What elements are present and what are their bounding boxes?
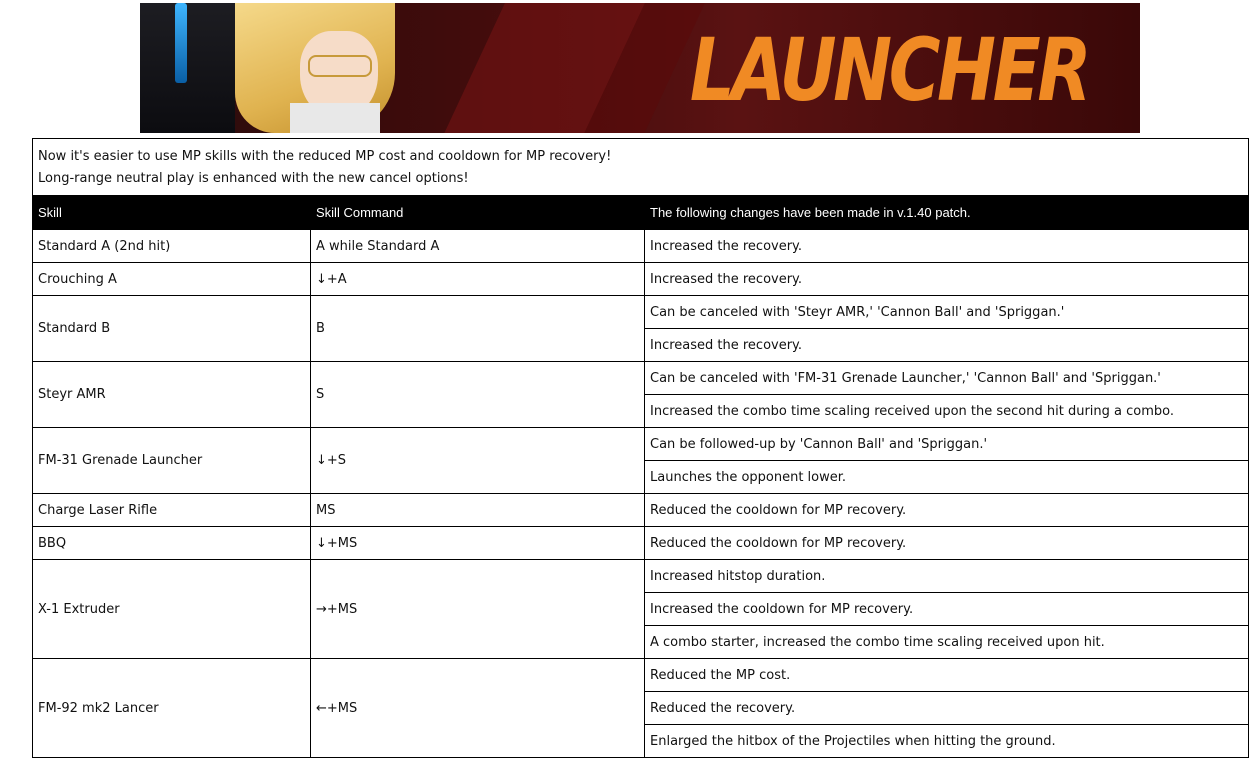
skill-command-cell: A while Standard A <box>311 230 645 263</box>
skill-name-cell: BBQ <box>33 527 311 560</box>
change-cell: Enlarged the hitbox of the Projectiles when hitting the ground. <box>645 725 1249 758</box>
header-changes: The following changes have been made in v.1.40 patch. <box>645 196 1249 230</box>
skill-command-cell: S <box>311 362 645 428</box>
skill-command-cell: B <box>311 296 645 362</box>
skill-name-cell: X-1 Extruder <box>33 560 311 659</box>
change-cell: Increased the cooldown for MP recovery. <box>645 593 1249 626</box>
banner-weapon-glow <box>175 3 187 83</box>
change-cell: Reduced the cooldown for MP recovery. <box>645 527 1249 560</box>
banner-title: LAUNCHER <box>689 21 1088 121</box>
change-cell: Can be canceled with 'Steyr AMR,' 'Cannon Ball' and 'Spriggan.' <box>645 296 1249 329</box>
patch-notes-table <box>32 138 1249 758</box>
intro-cell <box>33 139 1249 196</box>
table-row <box>33 263 1249 296</box>
change-cell: Increased hitstop duration. <box>645 560 1249 593</box>
skill-name-cell: Steyr AMR <box>33 362 311 428</box>
intro-line-2: Long-range neutral play is enhanced with the new cancel options! <box>38 171 469 186</box>
change-cell: Can be followed-up by 'Cannon Ball' and 'Spriggan.' <box>645 428 1249 461</box>
skill-name-cell: FM-31 Grenade Launcher <box>33 428 311 494</box>
table-row <box>33 428 1249 461</box>
table-row <box>33 494 1249 527</box>
change-cell: Can be canceled with 'FM-31 Grenade Launcher,' 'Cannon Ball' and 'Spriggan.' <box>645 362 1249 395</box>
table-row <box>33 296 1249 329</box>
skill-command-cell: ↓+S <box>311 428 645 494</box>
banner-weapon-art <box>140 3 235 133</box>
table-row <box>33 230 1249 263</box>
change-cell: Increased the recovery. <box>645 263 1249 296</box>
change-cell: Reduced the cooldown for MP recovery. <box>645 494 1249 527</box>
skill-name-cell: Standard A (2nd hit) <box>33 230 311 263</box>
banner-character-glasses <box>308 55 372 77</box>
launcher-banner <box>140 3 1140 133</box>
table-row <box>33 362 1249 395</box>
change-cell: Increased the recovery. <box>645 329 1249 362</box>
change-cell: Increased the combo time scaling received upon the second hit during a combo. <box>645 395 1249 428</box>
intro-row <box>33 139 1249 196</box>
change-cell: Reduced the MP cost. <box>645 659 1249 692</box>
change-cell: Increased the recovery. <box>645 230 1249 263</box>
banner-character-collar <box>290 103 380 133</box>
skill-name-cell: Standard B <box>33 296 311 362</box>
skill-command-cell: ↓+MS <box>311 527 645 560</box>
skill-command-cell: ↓+A <box>311 263 645 296</box>
skill-name-cell: FM-92 mk2 Lancer <box>33 659 311 758</box>
skill-command-cell: MS <box>311 494 645 527</box>
table-row <box>33 659 1249 692</box>
header-row <box>33 196 1249 230</box>
change-cell: Launches the opponent lower. <box>645 461 1249 494</box>
header-skill: Skill <box>33 196 311 230</box>
skill-command-cell: ←+MS <box>311 659 645 758</box>
intro-line-1: Now it's easier to use MP skills with the reduced MP cost and cooldown for MP recovery! <box>38 149 612 164</box>
table-row <box>33 527 1249 560</box>
change-cell: Reduced the recovery. <box>645 692 1249 725</box>
table-row <box>33 560 1249 593</box>
change-cell: A combo starter, increased the combo time scaling received upon hit. <box>645 626 1249 659</box>
skill-command-cell: →+MS <box>311 560 645 659</box>
skill-name-cell: Charge Laser Rifle <box>33 494 311 527</box>
skill-name-cell: Crouching A <box>33 263 311 296</box>
header-skill-command: Skill Command <box>311 196 645 230</box>
